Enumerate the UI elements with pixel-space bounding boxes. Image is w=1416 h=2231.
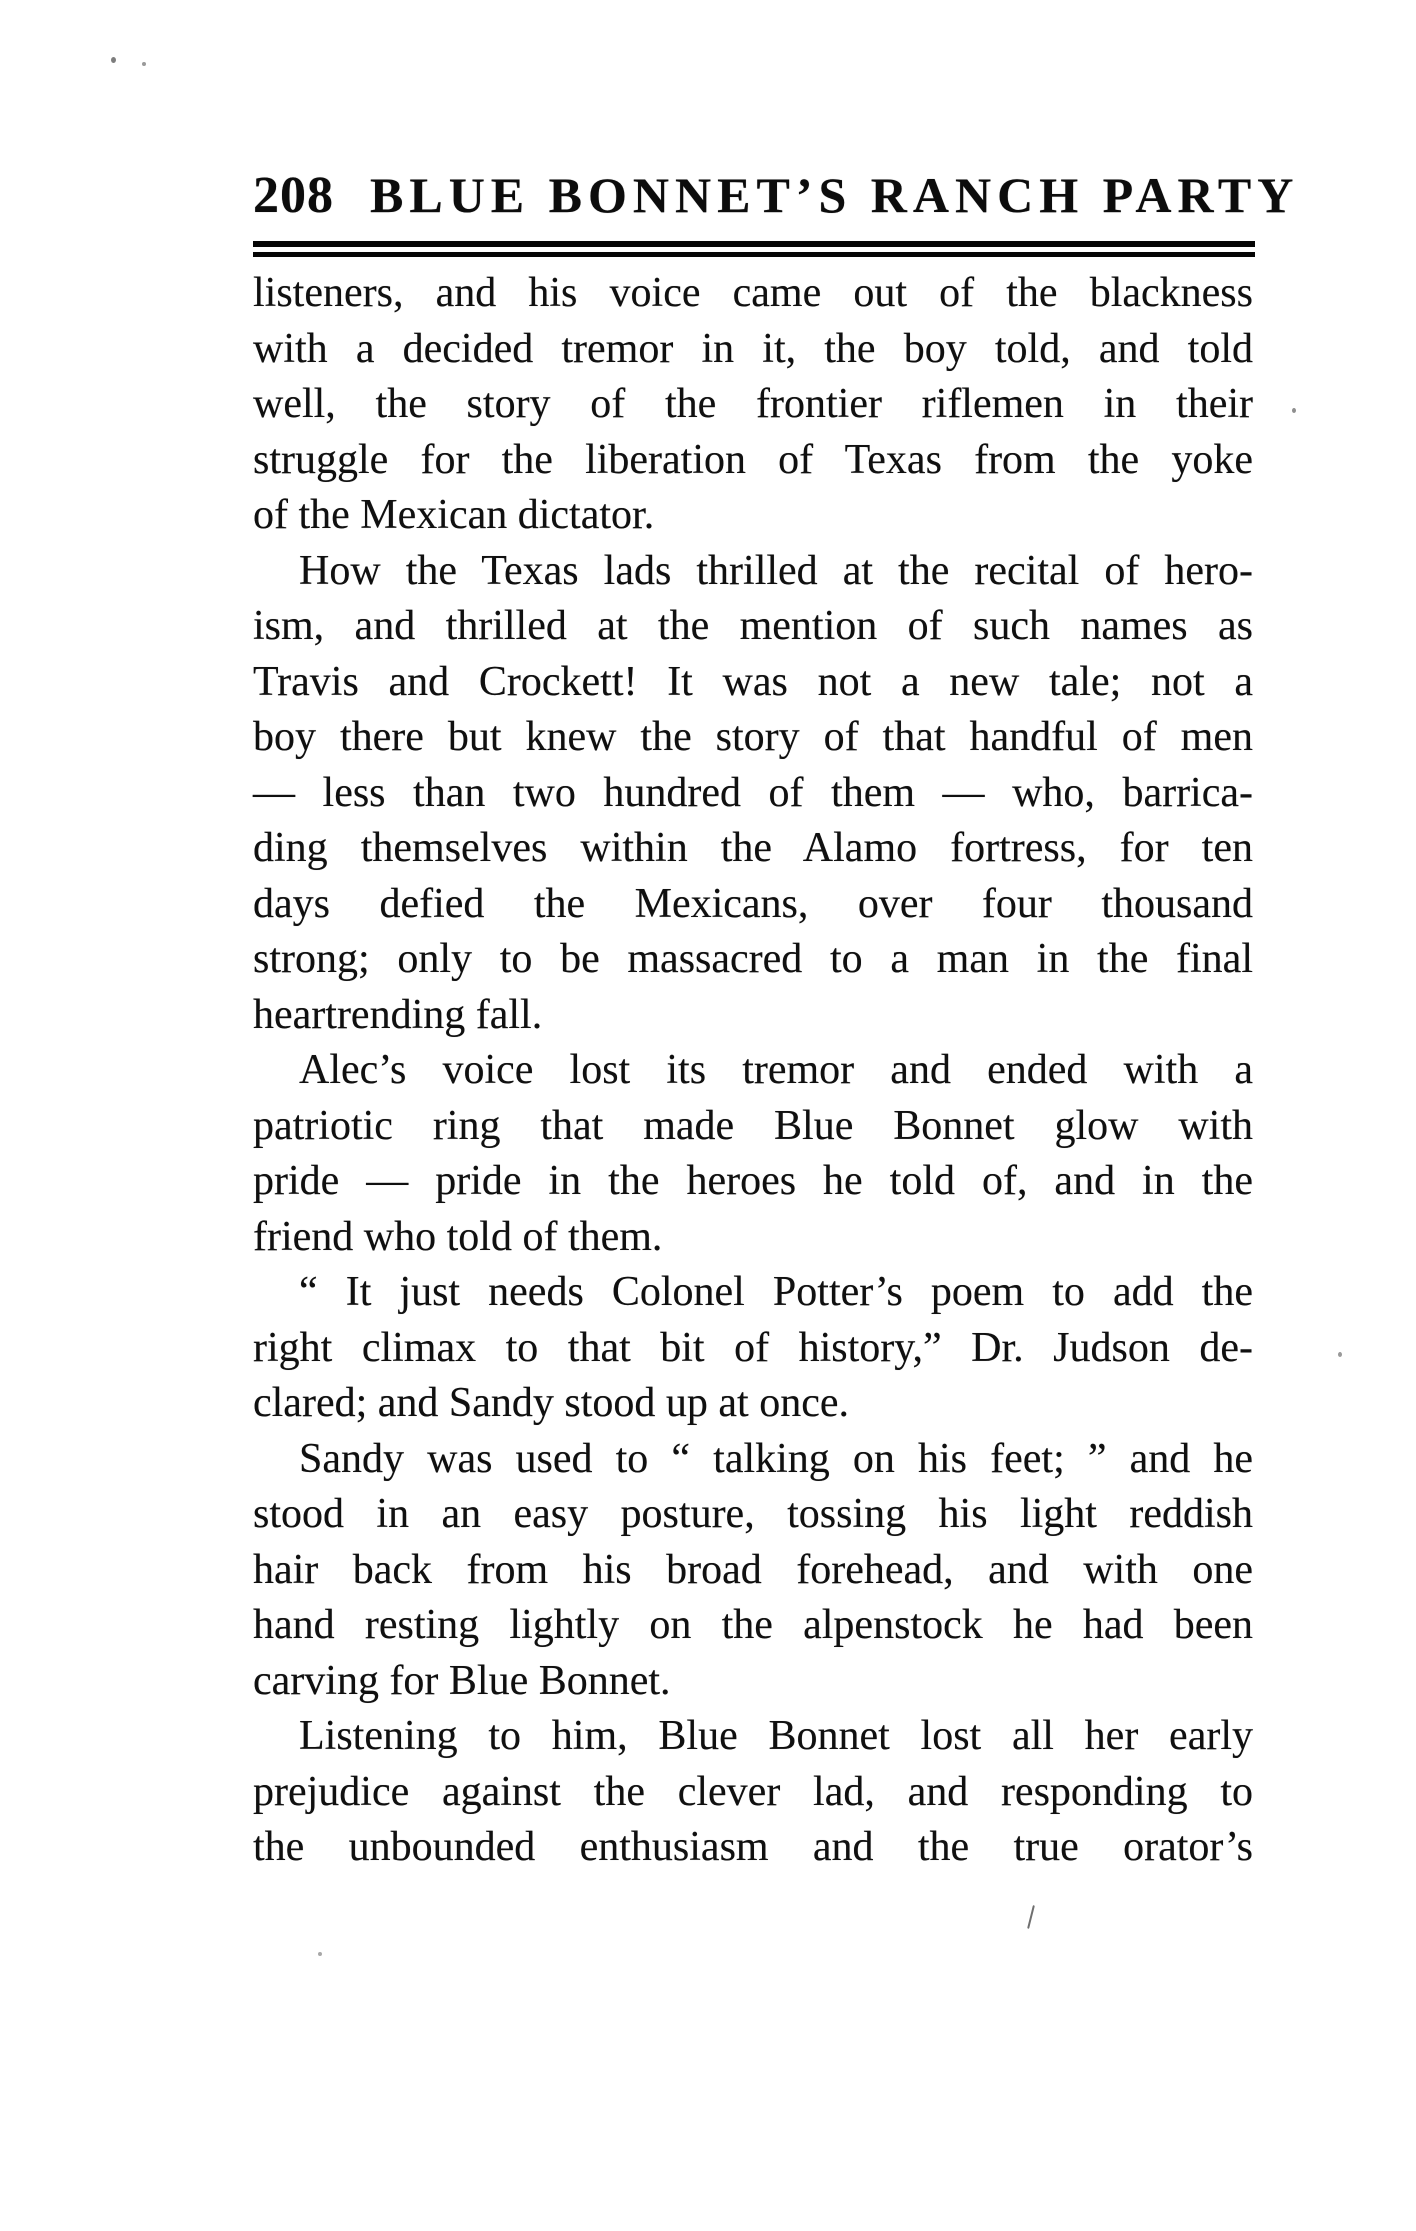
- text-line: struggle for the liberation of Texas from the yoke: [253, 436, 1253, 483]
- text-line: carving for Blue Bonnet.: [253, 1657, 671, 1704]
- scan-speck: [111, 57, 116, 63]
- text-line: clared; and Sandy stood up at once.: [253, 1380, 849, 1426]
- page-body: [253, 266, 1253, 1876]
- text-line: the unbounded enthusiasm and the true orator’s: [253, 1824, 1253, 1870]
- text-line: hand resting lightly on the alpenstock he had been: [253, 1602, 1253, 1648]
- text-line: ism, and thrilled at the mention of such names as: [253, 603, 1253, 649]
- text-line: hair back from his broad forehead, and with one: [253, 1546, 1253, 1593]
- text-line: “ It just needs Colonel Potter’s poem to add the: [299, 1269, 1253, 1315]
- scan-speck: [1292, 408, 1296, 413]
- text-line: days defied the Mexicans, over four thousand: [253, 880, 1253, 927]
- text-line: heartrending fall.: [253, 991, 543, 1038]
- text-line: ding themselves within the Alamo fortress, for ten: [253, 825, 1253, 871]
- text-line: Sandy was used to “ talking on his feet; ” and he: [299, 1435, 1253, 1482]
- text-line: Listening to him, Blue Bonnet lost all her early: [299, 1713, 1253, 1759]
- text-line: patriotic ring that made Blue Bonnet glow with: [253, 1102, 1253, 1149]
- running-title: BLUE BONNET’S RANCH PARTY: [370, 167, 1300, 223]
- scan-speck: [142, 62, 146, 66]
- text-line: prejudice against the clever lad, and responding to: [253, 1768, 1253, 1815]
- text-line: well, the story of the frontier riflemen in their: [253, 381, 1253, 427]
- text-line: with a decided tremor in it, the boy told, and told: [253, 325, 1253, 372]
- text-line: — less than two hundred of them — who, barrica-: [253, 769, 1253, 816]
- text-line: of the Mexican dictator.: [253, 492, 655, 538]
- text-line: boy there but knew the story of that handful of men: [253, 714, 1253, 760]
- text-line: listeners, and his voice came out of the blackness: [253, 270, 1253, 316]
- text-line: friend who told of them.: [253, 1213, 663, 1260]
- scan-speck: [318, 1952, 322, 1956]
- text-line: Alec’s voice lost its tremor and ended with a: [299, 1047, 1253, 1093]
- text-line: right climax to that bit of history,” Dr. Judson de-: [253, 1324, 1253, 1371]
- page-number: 208: [253, 167, 334, 224]
- text-line: stood in an easy posture, tossing his light reddish: [253, 1491, 1253, 1537]
- text-line: How the Texas lads thrilled at the recital of hero-: [299, 547, 1253, 594]
- scan-speck: [1027, 1905, 1035, 1929]
- text-line: pride — pride in the heroes he told of, and in the: [253, 1158, 1253, 1204]
- page-header: [253, 166, 1300, 225]
- scan-speck: [1338, 1352, 1342, 1357]
- text-line: strong; only to be massacred to a man in the final: [253, 936, 1253, 982]
- text-line: Travis and Crockett! It was not a new tale; not a: [253, 658, 1253, 705]
- header-double-rule: [253, 241, 1255, 257]
